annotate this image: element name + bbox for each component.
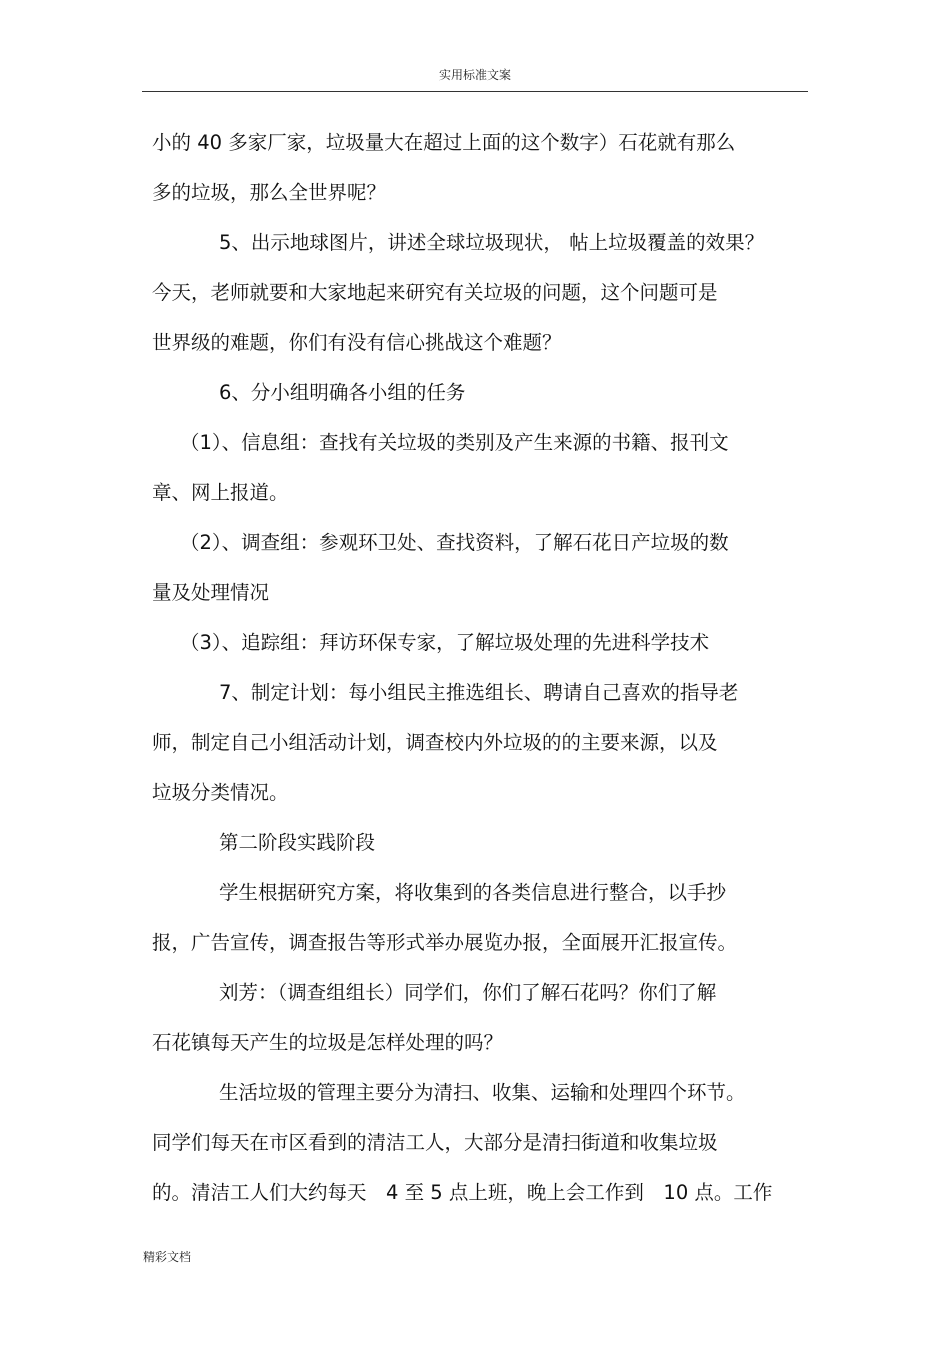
text-line: 刘芳：（调查组组长）同学们，你们了解石花吗？你们了解 [219,981,717,1004]
page-header: 实用标准文案 [438,68,511,82]
header-divider [142,91,808,92]
text-line: （3）、追踪组：拜访环保专家，了解垃圾处理的先进科学技术 [180,631,710,654]
text-line: 量及处理情况 [152,581,270,604]
text-line: 5、出示地球图片，讲述全球垃圾现状， 帖上垃圾覆盖的效果？ [219,231,765,254]
section-heading: 第二阶段实践阶段 [219,831,376,854]
text-line: 多的垃圾，那么全世界呢？ [152,181,387,204]
text-line: 小的 40 多家厂家，垃圾量大在超过上面的这个数字）石花就有那么 [152,131,736,154]
page-footer: 精彩文档 [143,1250,192,1264]
text-line: 师，制定自己小组活动计划，调查校内外垃圾的的主要来源，以及 [152,731,718,754]
document-body [152,118,812,1218]
text-line: 7、制定计划：每小组民主推选组长、聘请自己喜欢的指导老 [219,681,739,704]
text-line: 同学们每天在市区看到的清洁工人，大部分是清扫街道和收集垃圾 [152,1131,718,1154]
text-line: 6、分小组明确各小组的任务 [219,381,466,404]
text-line: 垃圾分类情况。 [152,781,289,804]
text-line: （2）、调查组：参观环卫处、查找资料，了解石花日产垃圾的数 [180,531,729,554]
text-line: 今天，老师就要和大家地起来研究有关垃圾的问题，这个问题可是 [152,281,718,304]
text-line: 石花镇每天产生的垃圾是怎样处理的吗？ [152,1031,504,1054]
text-line: （1）、信息组：查找有关垃圾的类别及产生来源的书籍、报刊文 [180,431,729,454]
text-line: 的。清洁工人们大约每天 4 至 5 点上班，晚上会工作到 10 点。工作 [152,1181,773,1204]
text-line: 生活垃圾的管理主要分为清扫、收集、运输和处理四个环节。 [219,1081,746,1104]
text-line: 世界级的难题，你们有没有信心挑战这个难题？ [152,331,562,354]
text-line: 章、网上报道。 [152,481,289,504]
text-line: 报，广告宣传，调查报告等形式举办展览办报，全面展开汇报宣传。 [152,931,738,954]
text-line: 学生根据研究方案，将收集到的各类信息进行整合，以手抄 [219,881,727,904]
